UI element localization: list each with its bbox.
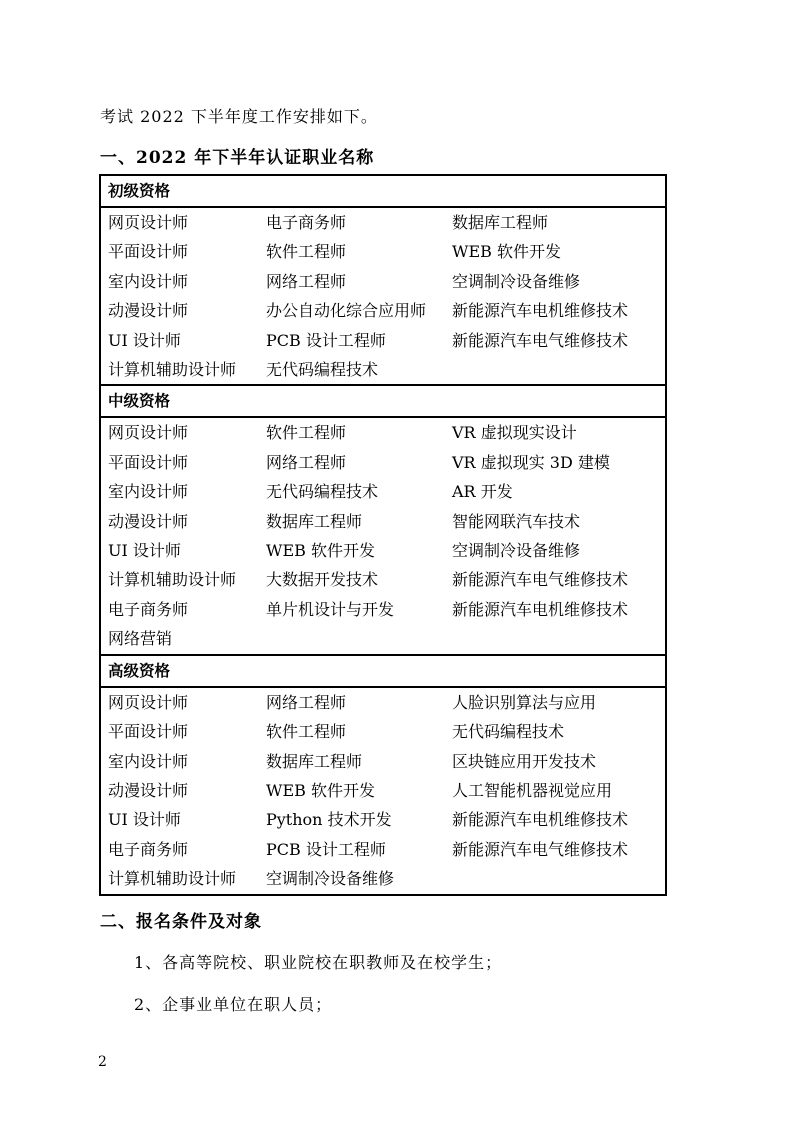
table-group-body	[100, 207, 666, 385]
table-cell	[445, 355, 666, 385]
table-cell: 新能源汽车电机维修技术	[452, 810, 629, 830]
table-cell: WEB 软件开发	[452, 242, 561, 262]
table-cell: 电子商务师	[108, 839, 189, 859]
table-cell: PCB 设计工程师	[266, 330, 386, 350]
table-cell: 软件工程师	[266, 423, 347, 443]
table-cell: 网络工程师	[266, 692, 347, 712]
table-group-header	[100, 385, 666, 417]
table-row	[100, 776, 666, 805]
table-cell: 动漫设计师	[108, 780, 189, 800]
table-cell: 区块链应用开发技术	[452, 751, 597, 771]
table-cell: 平面设计师	[108, 722, 189, 742]
table-cell: 无代码编程技术	[266, 482, 379, 502]
table-cell: 无代码编程技术	[452, 722, 565, 742]
table-cell: 大数据开发技术	[266, 570, 379, 590]
table-cell: 空调制冷设备维修	[452, 271, 581, 291]
table-cell: 数据库工程师	[266, 511, 363, 531]
table-cell: WEB 软件开发	[266, 780, 375, 800]
table-row	[100, 448, 666, 477]
table-row	[100, 805, 666, 834]
table-cell: 人脸识别算法与应用	[452, 692, 597, 712]
table-row	[100, 687, 666, 717]
page-number: 2	[98, 1054, 107, 1070]
table-cell: 网络工程师	[266, 271, 347, 291]
eligibility-item: 2、企事业单位在职人员；	[134, 995, 333, 1014]
table-row	[100, 536, 666, 565]
table-cell: UI 设计师	[108, 330, 181, 350]
table-cell: 室内设计师	[108, 271, 189, 291]
table-cell: 计算机辅助设计师	[108, 360, 237, 380]
table-cell: 室内设计师	[108, 751, 189, 771]
group-title: 初级资格	[100, 175, 666, 207]
table-cell: Python 技术开发	[266, 810, 392, 830]
table-cell: UI 设计师	[108, 810, 181, 830]
eligibility-item: 1、各高等院校、职业院校在职教师及在校学生；	[134, 953, 503, 972]
table-cell: 人工智能机器视觉应用	[452, 780, 613, 800]
table-cell: 智能网联汽车技术	[452, 511, 581, 531]
table-row	[100, 355, 666, 385]
table-row	[100, 595, 666, 624]
table-cell: PCB 设计工程师	[266, 839, 386, 859]
table-group-header	[100, 175, 666, 207]
table-row	[100, 624, 666, 654]
table-cell: WEB 软件开发	[266, 541, 375, 561]
table-row	[100, 864, 666, 894]
table-group-body	[100, 687, 666, 895]
table-cell: 空调制冷设备维修	[266, 869, 395, 889]
table-row	[100, 267, 666, 296]
table-cell: 网页设计师	[108, 692, 189, 712]
table-cell: 计算机辅助设计师	[108, 869, 237, 889]
table-cell: 动漫设计师	[108, 301, 189, 321]
table-cell: 单片机设计与开发	[266, 599, 395, 619]
table-row	[100, 717, 666, 746]
section-heading-certifications: 一、2022 年下半年认证职业名称	[100, 148, 375, 168]
table-cell: 网络工程师	[266, 452, 347, 472]
table-cell: 无代码编程技术	[266, 360, 379, 380]
table-cell: 室内设计师	[108, 482, 189, 502]
intro-text: 考试 2022 下半年度工作安排如下。	[100, 107, 378, 126]
table-cell: 空调制冷设备维修	[452, 541, 581, 561]
table-row	[100, 565, 666, 594]
table-row	[100, 835, 666, 864]
table-cell: VR 虚拟现实设计	[452, 423, 577, 443]
table-cell: UI 设计师	[108, 541, 181, 561]
table-cell: VR 虚拟现实 3D 建模	[452, 452, 610, 472]
table-group-header	[100, 655, 666, 687]
table-row	[100, 207, 666, 237]
table-cell: 软件工程师	[266, 242, 347, 262]
table-cell: 网络营销	[108, 629, 173, 649]
group-title: 中级资格	[100, 385, 666, 417]
table-cell: 网页设计师	[108, 423, 189, 443]
table-cell	[445, 624, 666, 654]
table-row	[100, 326, 666, 355]
table-cell: 数据库工程师	[266, 751, 363, 771]
table-row	[100, 296, 666, 325]
table-cell: 电子商务师	[266, 213, 347, 232]
group-title: 高级资格	[100, 655, 666, 687]
table-cell	[445, 864, 666, 894]
table-cell: 软件工程师	[266, 722, 347, 742]
table-cell	[259, 624, 445, 654]
table-cell: 办公自动化综合应用师	[266, 301, 427, 321]
table-row	[100, 417, 666, 447]
section-heading-eligibility: 二、报名条件及对象	[100, 912, 262, 932]
certification-table	[99, 174, 667, 896]
table-row	[100, 477, 666, 506]
table-cell: 平面设计师	[108, 452, 189, 472]
table-row	[100, 237, 666, 266]
table-cell: 新能源汽车电气维修技术	[452, 839, 629, 859]
table-cell: 平面设计师	[108, 242, 189, 262]
table-group-body	[100, 417, 666, 654]
table-cell: AR 开发	[452, 482, 513, 502]
table-cell: 网页设计师	[108, 213, 189, 232]
table-cell: 电子商务师	[108, 599, 189, 619]
table-row	[100, 747, 666, 776]
table-cell: 动漫设计师	[108, 511, 189, 531]
table-cell: 新能源汽车电机维修技术	[452, 301, 629, 321]
table-cell: 新能源汽车电气维修技术	[452, 570, 629, 590]
table-cell: 新能源汽车电气维修技术	[452, 330, 629, 350]
table-cell: 计算机辅助设计师	[108, 570, 237, 590]
table-cell: 数据库工程师	[452, 213, 549, 232]
table-row	[100, 507, 666, 536]
table-cell: 新能源汽车电机维修技术	[452, 599, 629, 619]
